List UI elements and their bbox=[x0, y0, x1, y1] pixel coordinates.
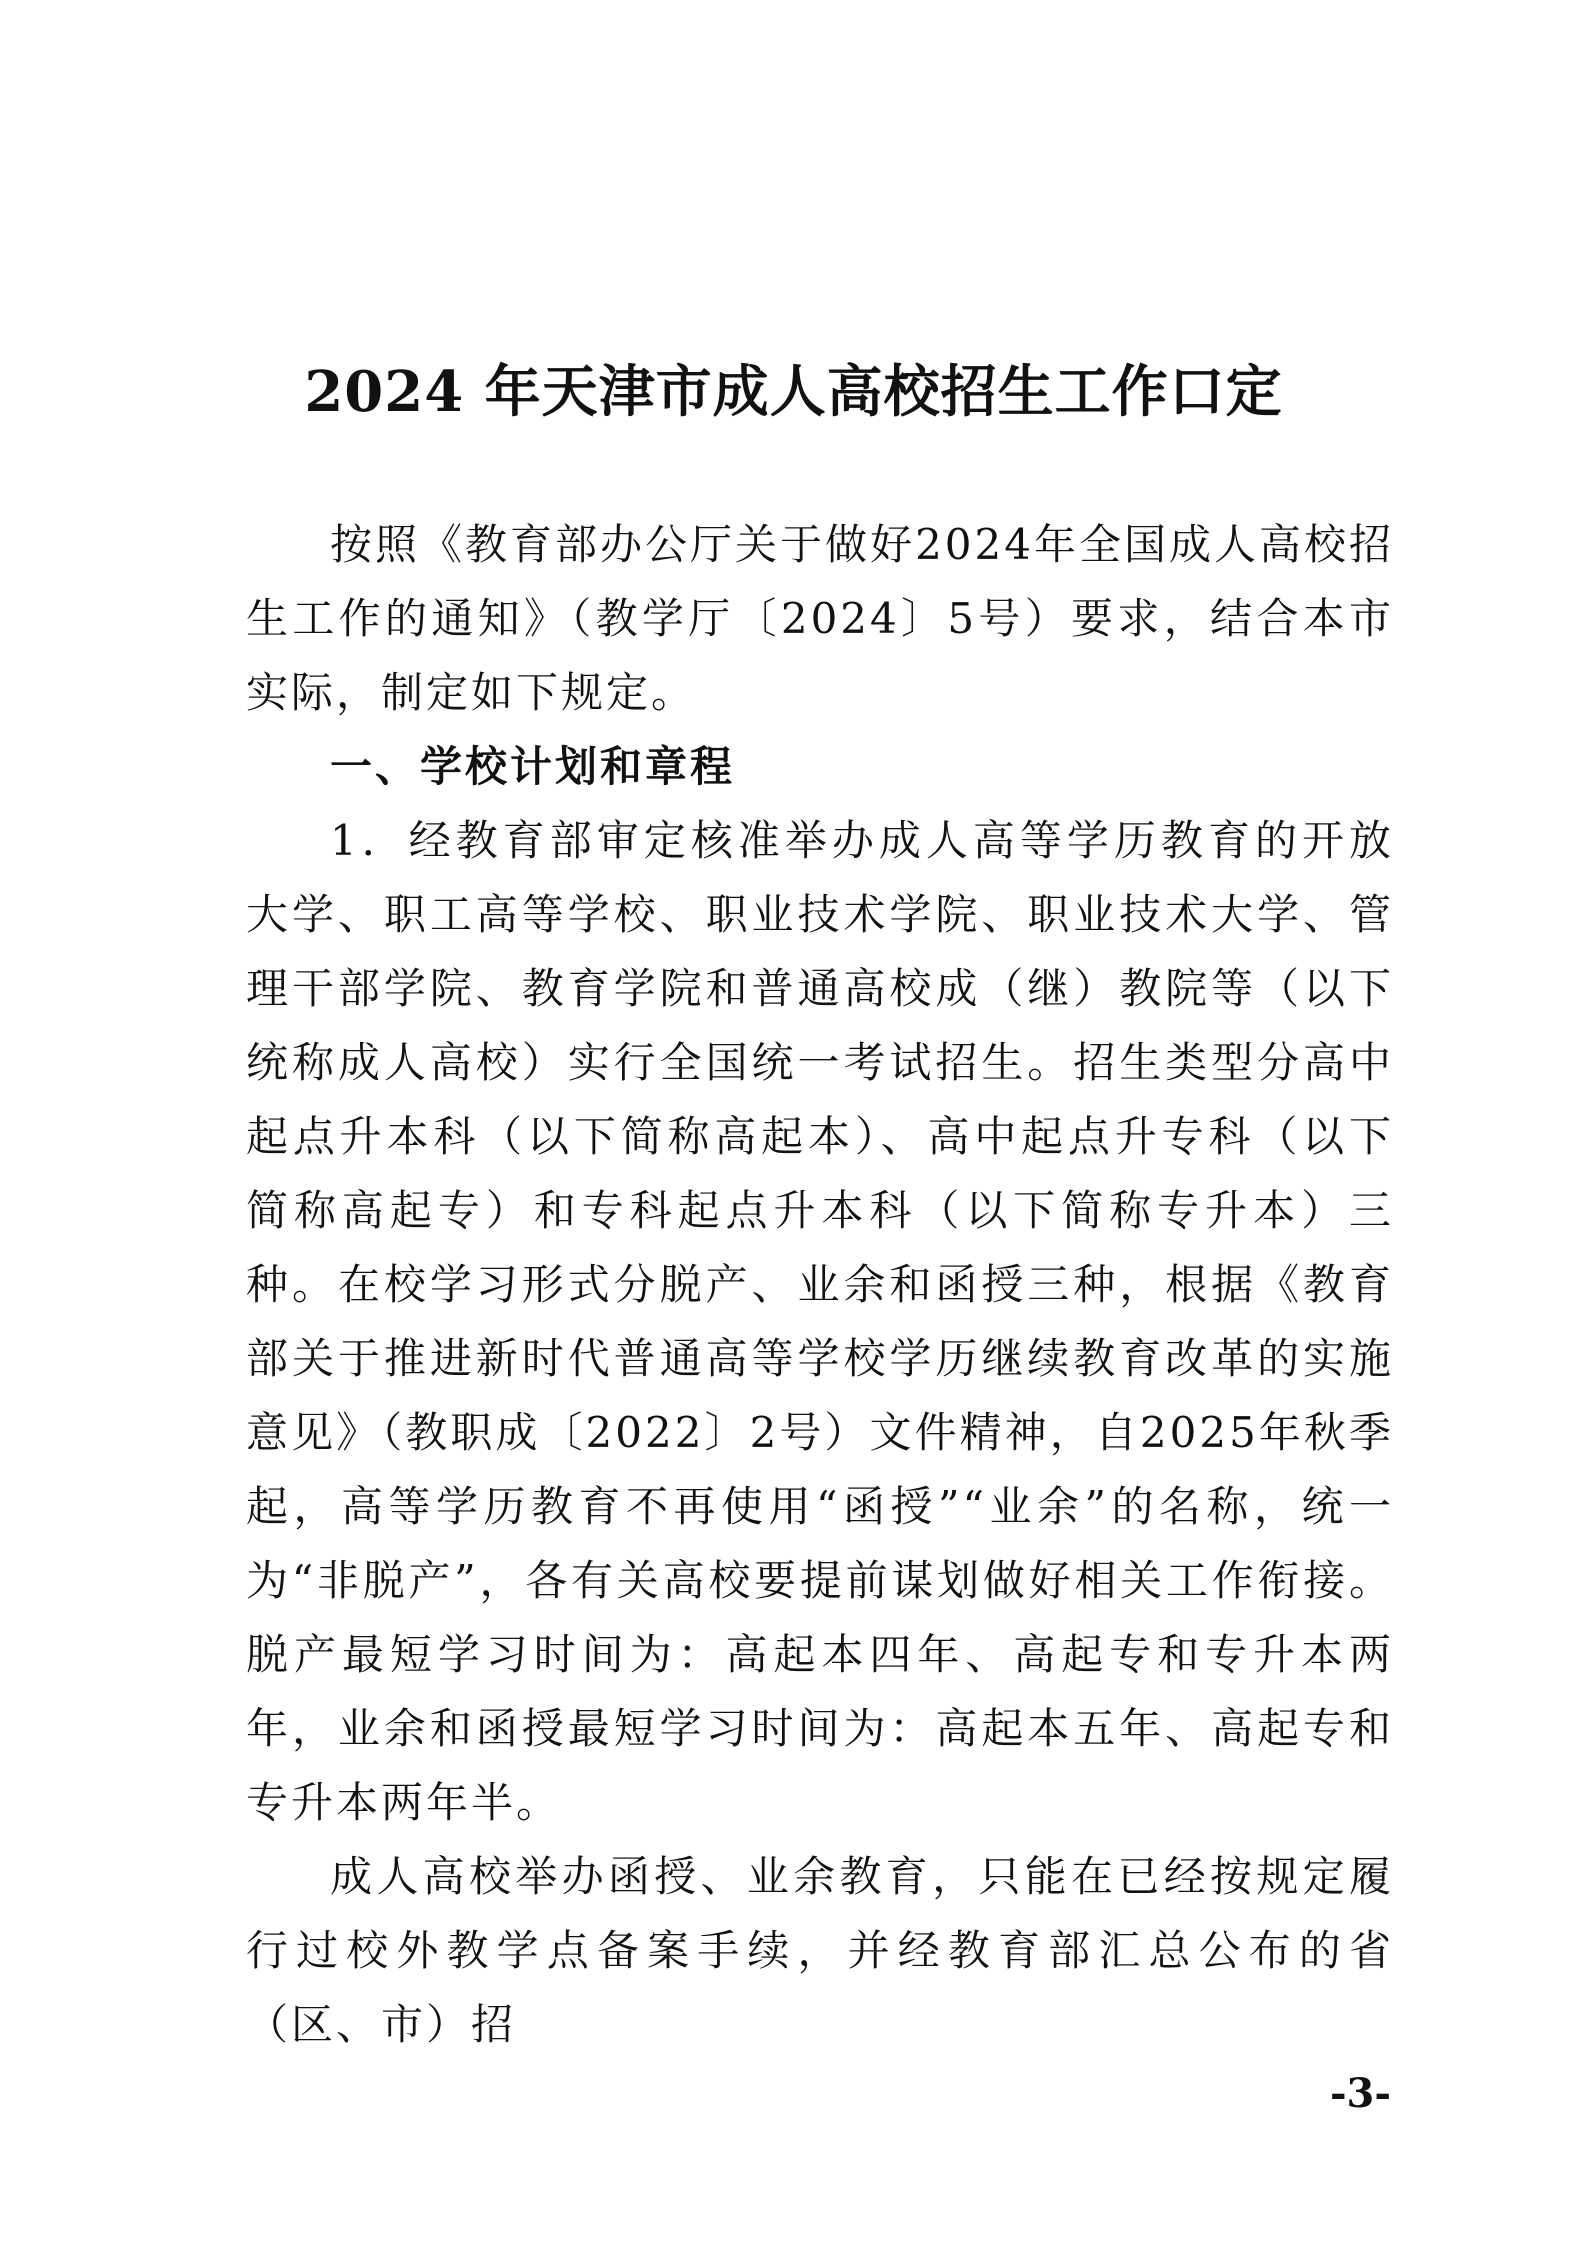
body-paragraph-1: 1．经教育部审定核准举办成人高等学历教育的开放大学、职工高等学校、职业技术学院、职业技术大学、管理干部学院、教育学院和普通高校成（继）教院等（以下统称成人高校）实行全国统一考试招生。招生类型分高中起点升本科（以下简称高起本）、高中起点升专科（以下简称高起专）和专科起点升本科（以下简称专升本）三种。在校学习形式分脱产、业余和函授三种，根据《教育部关于推进新时代普通高等学校学历继续教育改革的实施意见》（教职成〔2022〕2号）文件精神，自2025年秋季起，高等学历教育不再使用“函授”“业余”的名称，统一为“非脱产”，各有关高校要提前谋划做好相关工作衔接。脱产最短学习时间为：高起本四年、高起专和专升本两年，业余和函授最短学习时间为：高起本五年、高起专和专升本两年半。 bbox=[246, 816, 1394, 1827]
intro-paragraph: 按照《教育部办公厅关于做好2024年全国成人高校招生工作的通知》（教学厅〔2024〕5号）要求，结合本市实际，制定如下规定。 bbox=[246, 520, 1394, 717]
page-number: -3- bbox=[1329, 2070, 1391, 2117]
document-title: 2024 年天津市成人高校招生工作口定 bbox=[304, 359, 1283, 425]
section-heading: 一、学校计划和章程 bbox=[330, 742, 736, 791]
document-body bbox=[246, 508, 1394, 2062]
body-paragraph-2: 成人高校举办函授、业余教育，只能在已经按规定履行过校外教学点备案手续，并经教育部汇总公布的省（区、市）招 bbox=[246, 1852, 1394, 2049]
